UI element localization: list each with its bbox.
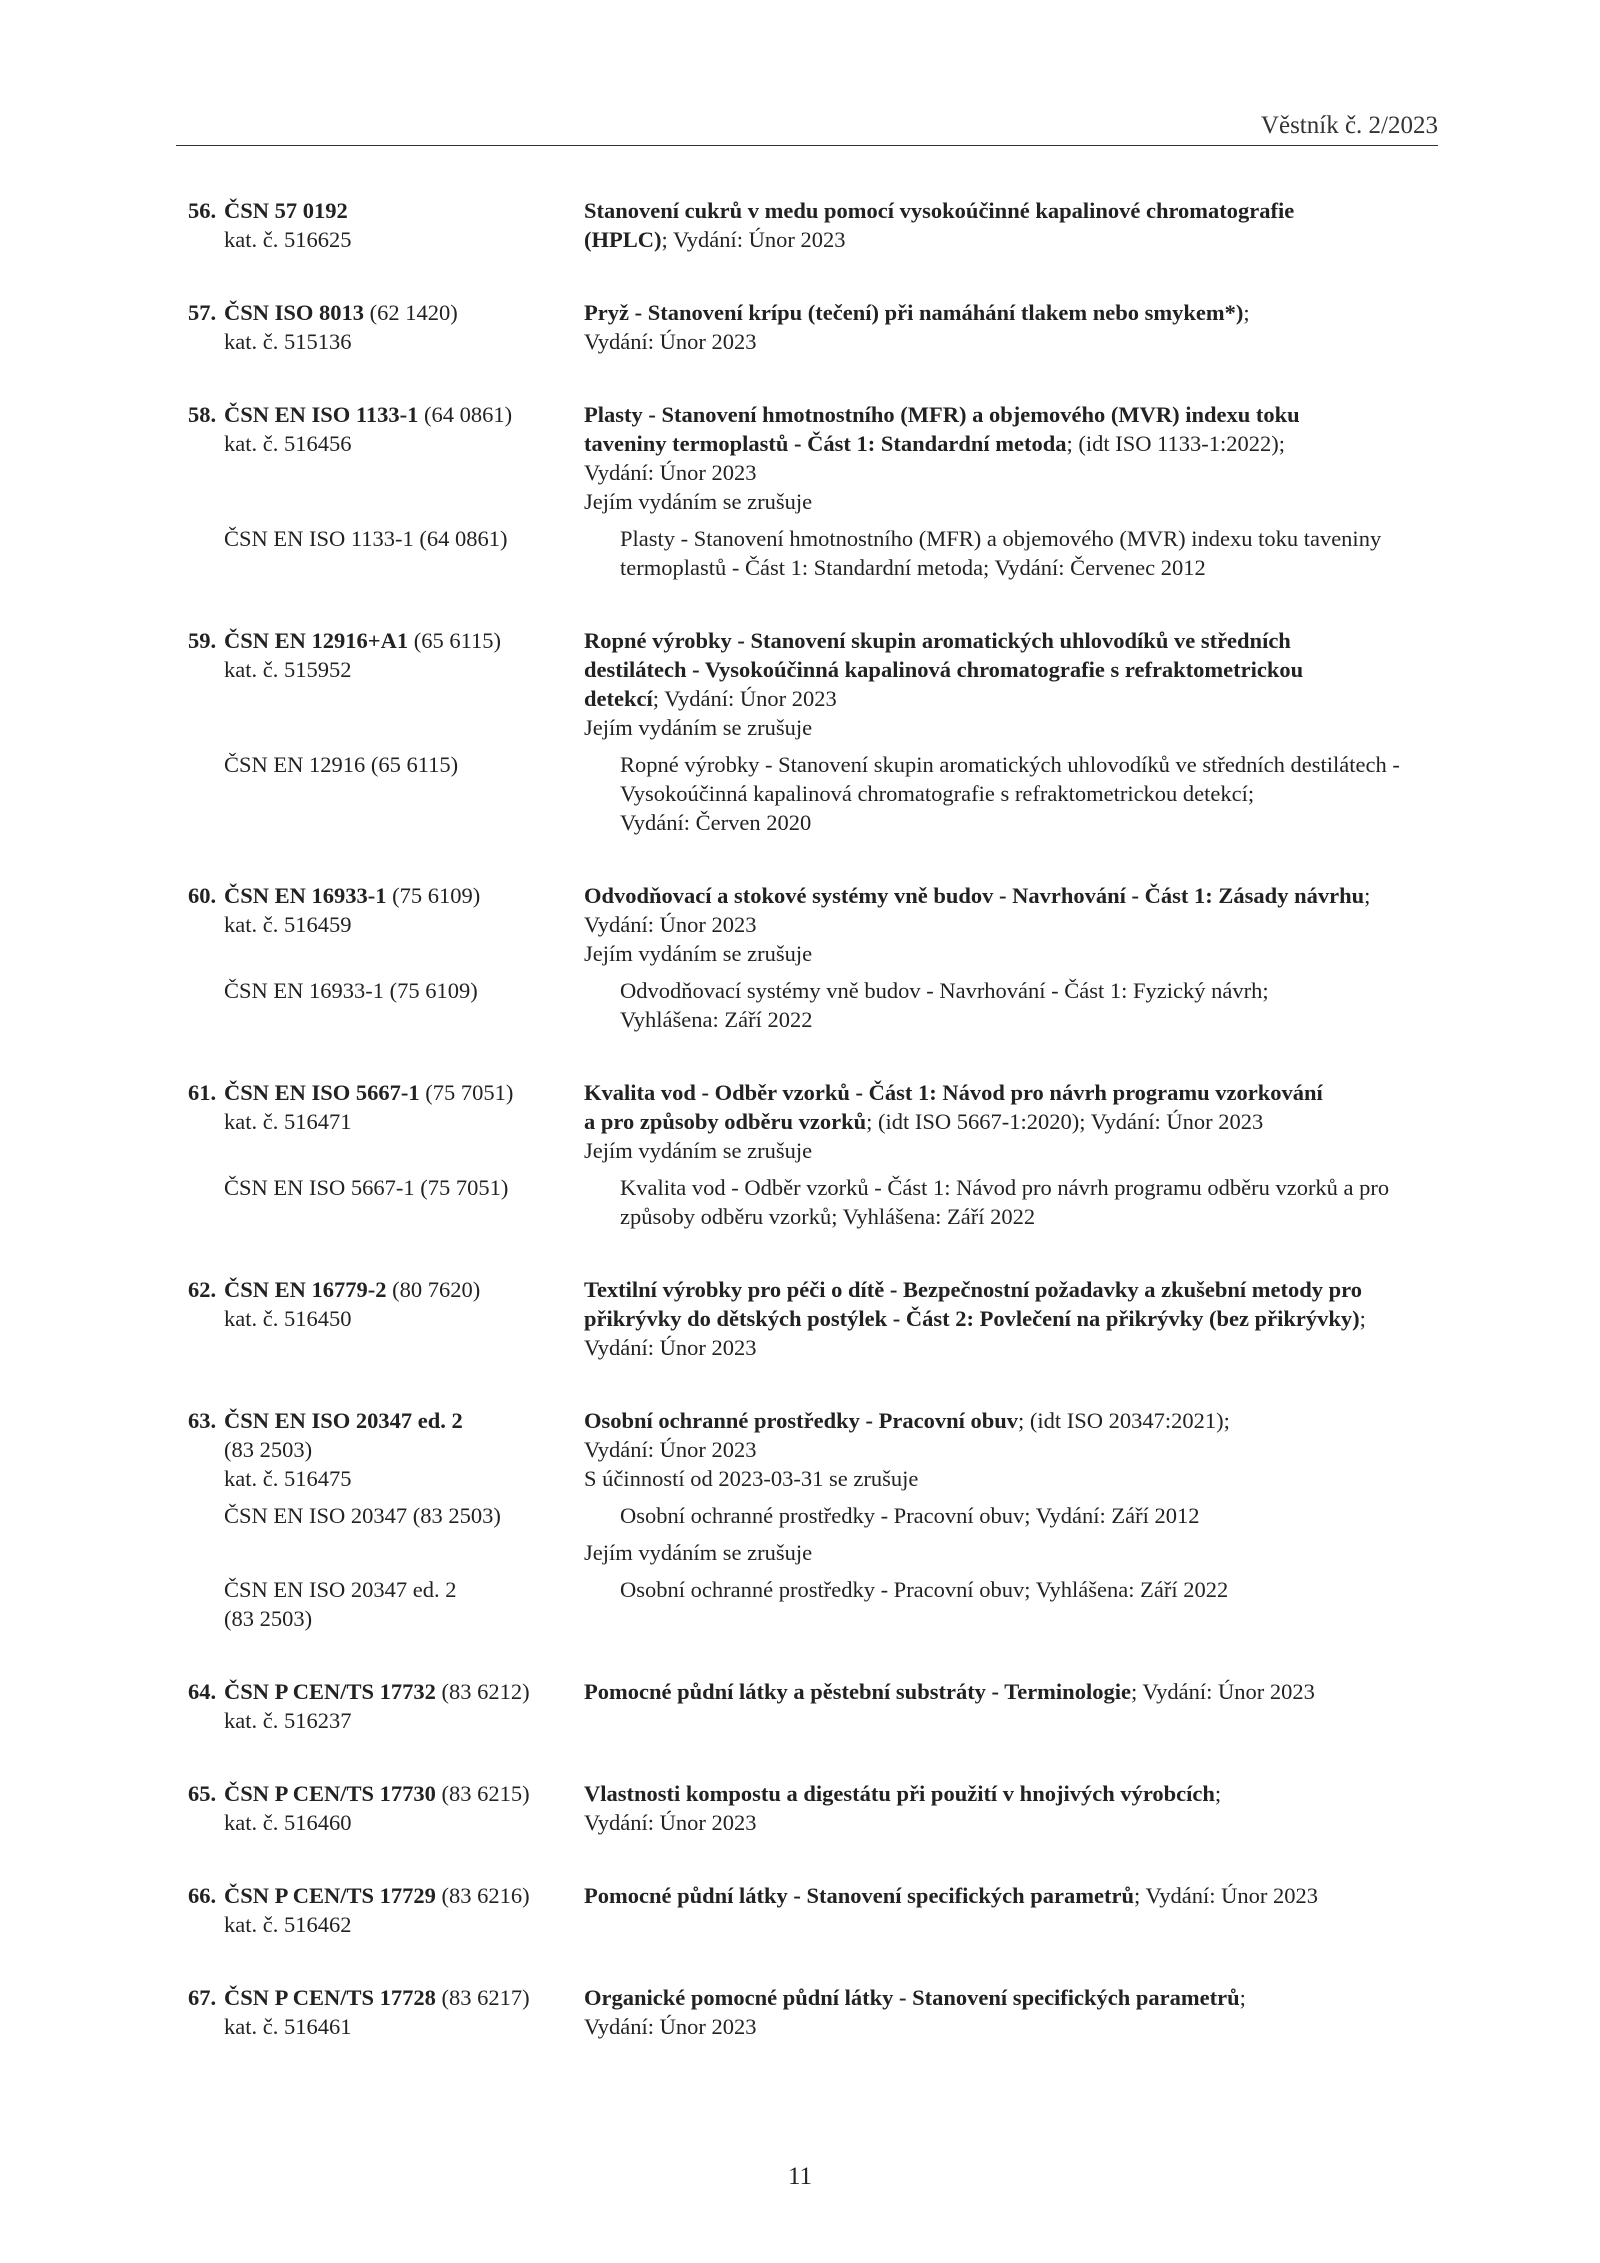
- entry-title: [584, 1406, 1438, 1493]
- replaced-title-line: termoplastů - Část 1: Standardní metoda; Vydání: Červenec 2012: [620, 555, 1206, 580]
- catalog-number: kat. č. 516461: [224, 2014, 352, 2039]
- entry-designation: [188, 1881, 584, 1939]
- cancellation-note: Jejím vydáním se zrušuje: [584, 1540, 813, 1565]
- catalog-number: kat. č. 515136: [224, 329, 352, 354]
- title-bold: Vlastnosti kompostu a digestátu při použití v hnojivých výrobcích: [584, 1781, 1215, 1806]
- entry-number: 63.: [188, 1408, 217, 1433]
- entry-title: [584, 1078, 1438, 1165]
- title-bold: Pomocné půdní látky - Stanovení specifických parametrů: [584, 1883, 1135, 1908]
- title-bold: a pro způsoby odběru vzorků: [584, 1109, 867, 1134]
- entry-65: [188, 1779, 1438, 1837]
- standard-code: ČSN EN 16933-1: [224, 883, 387, 908]
- replaced-title-line: způsoby odběru vzorků; Vyhlášena: Září 2022: [620, 1204, 1036, 1229]
- entry-63: [188, 1406, 1438, 1633]
- entry-58: [188, 400, 1438, 582]
- catalog-number: kat. č. 516462: [224, 1912, 352, 1937]
- classification: (65 6115): [408, 628, 501, 653]
- replaced-title-line: Osobní ochranné prostředky - Pracovní obuv; Vyhlášena: Září 2022: [620, 1577, 1229, 1602]
- title-bold: Pryž - Stanovení krípu (tečení) při namáhání tlakem nebo smykem*): [584, 300, 1244, 325]
- entry-number: 61.: [188, 1080, 217, 1105]
- catalog-number: kat. č. 516459: [224, 912, 352, 937]
- cancellation-note: Jejím vydáním se zrušuje: [584, 489, 813, 514]
- entry-designation: [188, 1406, 584, 1493]
- replaced-standard-title: [620, 524, 1474, 582]
- entry-title: [584, 1275, 1438, 1362]
- title-bold: detekcí: [584, 686, 653, 711]
- title-bold: Organické pomocné půdní látky - Stanovení specifických parametrů: [584, 1985, 1240, 2010]
- entry-56: [188, 196, 1438, 254]
- entry-title: [584, 196, 1438, 254]
- classification: (83 6212): [435, 1679, 530, 1704]
- replaced-standard: [188, 1501, 1438, 1530]
- entry-title: [584, 298, 1438, 356]
- entry-67: [188, 1983, 1438, 2041]
- title-bold: přikrývky do dětských postýlek - Část 2: Povlečení na přikrývky (bez přikrývky): [584, 1306, 1360, 1331]
- title-bold: Kvalita vod - Odběr vzorků - Část 1: Návod pro návrh programu vzorkování: [584, 1080, 1323, 1105]
- entry-number: 66.: [188, 1883, 217, 1908]
- title-bold: destilátech - Vysokoúčinná kapalinová chromatografie s refraktometrickou: [584, 657, 1304, 682]
- entry-designation: [188, 626, 584, 742]
- replaced-title-line: Osobní ochranné prostředky - Pracovní obuv; Vydání: Září 2012: [620, 1503, 1200, 1528]
- title-text: ;: [1243, 300, 1250, 325]
- entry-title: [584, 400, 1438, 516]
- title-text: ;: [1214, 1781, 1222, 1806]
- standard-code: ČSN P CEN/TS 17732: [224, 1679, 436, 1704]
- cancellation-note: S účinností od 2023-03-31 se zrušuje: [584, 1466, 919, 1491]
- title-text: ; Vydání: Únor 2023: [1134, 1883, 1318, 1908]
- entry-designation: [188, 1779, 584, 1837]
- cancellation-note: Jejím vydáním se zrušuje: [584, 941, 813, 966]
- catalog-number: kat. č. 516625: [224, 227, 352, 252]
- entry-title: [584, 1677, 1438, 1735]
- issue-date: Vydání: Únor 2023: [584, 2014, 757, 2039]
- standard-code: ČSN EN 16779-2: [224, 1277, 387, 1302]
- entry-designation: [188, 1078, 584, 1165]
- entry-designation: [188, 400, 584, 516]
- issue-date: Vydání: Únor 2023: [584, 1437, 757, 1462]
- replaced-title-line: Vydání: Červen 2020: [620, 810, 812, 835]
- replaced-standard-code: ČSN EN 12916 (65 6115): [224, 752, 459, 777]
- classification: (75 7051): [419, 1080, 514, 1105]
- catalog-number: kat. č. 516456: [224, 431, 352, 456]
- cancellation-note: Jejím vydáním se zrušuje: [584, 715, 813, 740]
- classification: (83 6215): [435, 1781, 530, 1806]
- replaced-title-line: Ropné výrobky - Stanovení skupin aromatických uhlovodíků ve středních destilátech -: [620, 752, 1400, 777]
- replaced-standard: [188, 1173, 1438, 1231]
- replaced-standard-code: ČSN EN ISO 20347 (83 2503): [224, 1503, 501, 1528]
- cancellation-note: Jejím vydáním se zrušuje: [584, 1138, 813, 1163]
- replaced-standard-title: [620, 1173, 1474, 1231]
- title-bold: Odvodňovací a stokové systémy vně budov - Navrhování - Část 1: Zásady návrhu: [584, 883, 1365, 908]
- replaced-standard: [188, 524, 1438, 582]
- title-bold: Pomocné půdní látky a pěstební substráty - Terminologie: [584, 1679, 1131, 1704]
- entry-designation: [188, 1275, 584, 1362]
- title-bold: Ropné výrobky - Stanovení skupin aromatických uhlovodíků ve středních: [584, 628, 1291, 653]
- classification: (64 0861): [418, 402, 513, 427]
- title-bold: (HPLC): [584, 227, 662, 252]
- replaced-title-line: Plasty - Stanovení hmotnostního (MFR) a objemového (MVR) indexu toku taveniny: [620, 526, 1382, 551]
- entry-title: [584, 1983, 1438, 2041]
- issue-date: Vydání: Únor 2023: [584, 1810, 757, 1835]
- entry-title: [584, 626, 1438, 742]
- title-text: ; Vydání: Únor 2023: [1130, 1679, 1315, 1704]
- replaced-standard-title: [620, 1575, 1474, 1633]
- entry-number: 65.: [188, 1781, 217, 1806]
- title-text: ; (idt ISO 20347:2021);: [1018, 1408, 1230, 1433]
- catalog-number: kat. č. 516237: [224, 1708, 352, 1733]
- replaced-title-line: Odvodňovací systémy vně budov - Navrhování - Část 1: Fyzický návrh;: [620, 978, 1269, 1003]
- standard-code: ČSN P CEN/TS 17729: [224, 1883, 436, 1908]
- replaced-title-line: Kvalita vod - Odběr vzorků - Část 1: Návod pro návrh programu odběru vzorků a pro: [620, 1175, 1390, 1200]
- replaced-standard-code: ČSN EN 16933-1 (75 6109): [224, 978, 478, 1003]
- title-bold: Plasty - Stanovení hmotnostního (MFR) a objemového (MVR) indexu toku: [584, 402, 1300, 427]
- standard-code: ČSN ISO 8013: [224, 300, 365, 325]
- catalog-number: kat. č. 516475: [224, 1466, 352, 1491]
- entry-designation: [188, 1677, 584, 1735]
- cancellation-row: [188, 1538, 1438, 1567]
- replaced-class-line: (83 2503): [224, 1606, 313, 1631]
- entry-number: 60.: [188, 883, 217, 908]
- replaced-code-line: ČSN EN ISO 20347 ed. 2: [224, 1577, 457, 1602]
- replaced-standard-title: [620, 1501, 1474, 1530]
- classification: (83 2503): [224, 1437, 313, 1462]
- entry-title: [584, 1779, 1438, 1837]
- catalog-number: kat. č. 516460: [224, 1810, 352, 1835]
- replaced-standard-code: [188, 1575, 620, 1633]
- entry-57: [188, 298, 1438, 356]
- title-bold: Stanovení cukrů v medu pomocí vysokoúčinné kapalinové chromatografie: [584, 198, 1295, 223]
- entry-designation: [188, 196, 584, 254]
- header-rule: [176, 145, 1438, 146]
- classification: (80 7620): [386, 1277, 481, 1302]
- entry-number: 59.: [188, 628, 217, 653]
- classification: (83 6216): [435, 1883, 530, 1908]
- classification: (83 6217): [435, 1985, 530, 2010]
- issue-date: Vydání: Únor 2023: [584, 329, 757, 354]
- entry-title: [584, 881, 1438, 968]
- catalog-number: kat. č. 516471: [224, 1109, 352, 1134]
- replaced-title-line: Vysokoúčinná kapalinová chromatografie s refraktometrickou detekcí;: [620, 781, 1255, 806]
- issue-date: Vydání: Únor 2023: [584, 460, 757, 485]
- title-text: ; (idt ISO 5667-1:2020); Vydání: Únor 2023: [866, 1109, 1264, 1134]
- entry-number: 56.: [188, 198, 217, 223]
- catalog-number: kat. č. 516450: [224, 1306, 352, 1331]
- entry-title: [584, 1881, 1438, 1939]
- title-text: ;: [1359, 1306, 1366, 1331]
- entry-59: [188, 626, 1438, 837]
- page-header: Věstník č. 2/2023: [1260, 112, 1438, 139]
- issue-date: Vydání: Únor 2023: [584, 1335, 757, 1360]
- classification: (62 1420): [364, 300, 458, 325]
- classification: (75 6109): [386, 883, 481, 908]
- issue-date: Vydání: Únor 2023: [584, 912, 757, 937]
- entry-designation: [188, 1983, 584, 2041]
- title-text: ; Vydání: Únor 2023: [652, 686, 837, 711]
- catalog-number: kat. č. 515952: [224, 657, 352, 682]
- entry-66: [188, 1881, 1438, 1939]
- entry-list: [188, 196, 1438, 2085]
- entry-number: 58.: [188, 402, 217, 427]
- entry-64: [188, 1677, 1438, 1735]
- entry-designation: [188, 881, 584, 968]
- standard-code: ČSN EN 12916+A1: [224, 628, 409, 653]
- title-text: ;: [1239, 1985, 1246, 2010]
- entry-designation: [188, 298, 584, 356]
- replaced-standard-code: ČSN EN ISO 5667-1 (75 7051): [224, 1175, 509, 1200]
- entry-61: [188, 1078, 1438, 1231]
- entry-60: [188, 881, 1438, 1034]
- replaced-title-line: Vyhlášena: Září 2022: [620, 1007, 813, 1032]
- title-bold: Osobní ochranné prostředky - Pracovní obuv: [584, 1408, 1019, 1433]
- title-bold: Textilní výrobky pro péči o dítě - Bezpečnostní požadavky a zkušební metody pro: [584, 1277, 1362, 1302]
- replaced-standard: [188, 1575, 1438, 1633]
- replaced-standard-code: ČSN EN ISO 1133-1 (64 0861): [224, 526, 508, 551]
- standard-code: ČSN EN ISO 20347 ed. 2: [224, 1408, 463, 1433]
- title-text: ; Vydání: Únor 2023: [661, 227, 846, 252]
- entry-number: 62.: [188, 1277, 217, 1302]
- title-text: ;: [1364, 883, 1371, 908]
- entry-number: 67.: [188, 1985, 217, 2010]
- page-number: 11: [787, 2163, 813, 2190]
- replaced-standard: [188, 976, 1438, 1034]
- entry-number: 64.: [188, 1679, 217, 1704]
- replaced-standard-title: [620, 976, 1474, 1034]
- standard-code: ČSN EN ISO 5667-1: [224, 1080, 420, 1105]
- standard-code: ČSN EN ISO 1133-1: [224, 402, 419, 427]
- replaced-standard: [188, 750, 1438, 837]
- title-bold: taveniny termoplastů - Část 1: Standardní metoda: [584, 431, 1067, 456]
- standard-code: ČSN 57 0192: [224, 198, 348, 223]
- standard-code: ČSN P CEN/TS 17728: [224, 1985, 436, 2010]
- standard-code: ČSN P CEN/TS 17730: [224, 1781, 436, 1806]
- entry-number: 57.: [188, 300, 217, 325]
- title-text: ; (idt ISO 1133-1:2022);: [1066, 431, 1286, 456]
- entry-62: [188, 1275, 1438, 1362]
- replaced-standard-title: [620, 750, 1474, 837]
